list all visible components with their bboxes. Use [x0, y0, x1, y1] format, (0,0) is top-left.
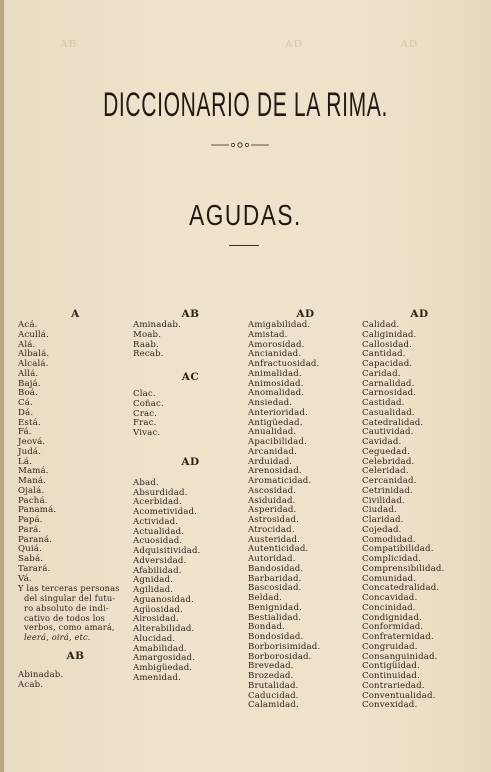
word-entry: Acab. — [18, 679, 44, 690]
word-entry: Judá. — [18, 446, 42, 457]
word-entry: Afabilidad. — [133, 565, 182, 576]
word-entry: Jeová. — [18, 437, 46, 447]
word-list — [18, 321, 133, 584]
page-title: DICCIONARIO DE LA RIMA. — [103, 86, 388, 124]
word-entry: Calamidad. — [248, 700, 299, 711]
word-entry: Mamá. — [18, 466, 49, 477]
word-entry: Borborisimidad. — [248, 641, 321, 652]
word-entry: Celebridad. — [362, 456, 415, 467]
word-entry: Caliginidad. — [362, 329, 417, 340]
word-entry: Amorosidad. — [248, 339, 305, 350]
word-entry: Vivac. — [133, 428, 161, 438]
column-3 — [248, 307, 363, 711]
word-entry: Complicidad. — [362, 554, 422, 564]
word-entry: Cavidad. — [362, 437, 402, 447]
word-entry: Coñac. — [133, 398, 164, 409]
word-list — [133, 321, 248, 360]
word-list — [133, 479, 248, 684]
word-entry: Fá. — [18, 427, 32, 438]
word-entry: Actividad. — [133, 516, 179, 527]
word-entry: Arcanidad. — [248, 446, 297, 457]
word-entry: Asiduidad. — [248, 495, 296, 506]
word-entry: Ambigüedad. — [133, 663, 193, 673]
rhyme-heading: AC — [181, 371, 200, 383]
word-entry: Autoridad. — [248, 554, 296, 564]
word-entry: Bajá. — [18, 378, 41, 389]
word-entry: Agilidad. — [133, 585, 174, 595]
word-entry: Absurdidad. — [133, 487, 188, 498]
rhyme-heading: AB — [66, 649, 85, 662]
word-entry: Casualidad. — [362, 407, 415, 418]
rhyme-heading: AD — [410, 308, 429, 320]
word-entry: Anualidad. — [248, 427, 297, 438]
word-entry: Raab. — [133, 339, 159, 350]
word-entry: Pará. — [18, 524, 42, 535]
word-entry: Astrosidad. — [248, 515, 300, 525]
show-through-text: AD — [400, 38, 418, 50]
word-entry: Aguanosidad. — [133, 594, 194, 605]
word-entry: Arenosidad. — [248, 466, 302, 477]
word-list — [133, 390, 248, 439]
rhyme-heading: A — [71, 308, 80, 320]
word-entry: Concatedralidad. — [362, 583, 440, 594]
rhyme-heading: AD — [181, 455, 200, 468]
word-entry: Pachá. — [18, 495, 48, 506]
word-entry: Callosidad. — [362, 339, 413, 350]
word-entry: Alterabilidad. — [133, 624, 195, 634]
word-entry: Papá. — [18, 515, 43, 525]
note-line: leerá, oirá, etc. — [24, 632, 91, 642]
word-entry: Alcalá. — [18, 359, 49, 369]
word-entry: Ojalá. — [18, 485, 45, 496]
word-entry: Anomalidad. — [248, 388, 305, 399]
word-entry: Bondosidad. — [248, 632, 304, 642]
word-list — [248, 321, 363, 711]
note-line: del singular del futu- — [24, 593, 116, 603]
word-entry: Agüosidad. — [133, 604, 183, 615]
word-entry: Autenticidad. — [248, 544, 309, 555]
word-entry: Brozedad. — [248, 671, 294, 681]
word-entry: Anterioridad. — [248, 407, 308, 418]
section-title: AGUDAS. — [189, 200, 302, 232]
word-entry: Acullá. — [18, 329, 49, 340]
word-entry: Agnidad. — [133, 575, 174, 586]
note-line: verbos, como amará, — [24, 622, 115, 633]
word-entry: Amistad. — [248, 329, 288, 340]
word-entry: Frac. — [133, 418, 157, 429]
word-entry: Recab. — [133, 349, 164, 360]
word-entry: Compatibilidad. — [362, 544, 434, 555]
word-entry: Bandosidad. — [248, 563, 304, 574]
word-entry: Ancianidad. — [248, 349, 302, 360]
word-entry: Convexidad. — [362, 700, 418, 711]
word-entry: Está. — [18, 417, 41, 428]
word-entry: Conformidad. — [362, 622, 424, 633]
word-entry: Moab. — [133, 329, 162, 340]
word-entry: Comunidad. — [362, 573, 417, 584]
word-entry: Ceguedad. — [362, 446, 410, 457]
word-entry: Bascosidad. — [248, 583, 302, 594]
word-entry: Ascosidad. — [248, 485, 297, 496]
word-entry: Conventualidad. — [362, 690, 436, 701]
word-entry: Acá. — [18, 320, 38, 330]
word-entry: Dá. — [18, 407, 34, 418]
word-entry: Anfractuosidad. — [248, 359, 320, 369]
usage-note — [18, 584, 133, 643]
word-entry: Ansiedad. — [248, 398, 293, 408]
word-entry: Claridad. — [362, 515, 404, 525]
word-entry: Confraternidad. — [362, 632, 434, 642]
word-entry: Adversidad. — [133, 555, 187, 566]
word-entry: Apacibilidad. — [248, 437, 307, 447]
word-entry: Calidad. — [362, 320, 400, 330]
word-entry: Brevedad. — [248, 661, 294, 672]
word-entry: Animalidad. — [248, 368, 302, 379]
book-spine — [0, 0, 4, 772]
word-entry: Allá. — [18, 368, 39, 379]
word-entry: Carnosidad. — [362, 388, 417, 399]
word-list — [362, 321, 477, 711]
word-entry: Quiá. — [18, 544, 42, 555]
word-entry: Congruidad. — [362, 641, 418, 652]
word-entry: Catedralidad. — [362, 417, 424, 428]
word-entry: Aminadab. — [133, 320, 181, 330]
word-entry: Boá. — [18, 388, 38, 399]
word-entry: Amargosidad. — [133, 653, 196, 664]
rhyme-heading: AB — [181, 308, 200, 320]
word-entry: Crac. — [133, 408, 158, 419]
word-entry: Caridad. — [362, 368, 401, 379]
word-entry: Cantidad. — [362, 349, 406, 360]
word-entry: Atrocidad. — [248, 524, 295, 535]
word-entry: Bestialidad. — [248, 612, 302, 623]
word-list — [18, 671, 133, 691]
word-entry: Comodidad. — [362, 534, 416, 545]
ornament-divider — [211, 142, 269, 148]
show-through-text: AD — [285, 38, 303, 50]
word-entry: Amabilidad. — [133, 643, 187, 654]
word-entry: Carnalidad. — [362, 378, 415, 389]
word-entry: Sabá. — [18, 554, 44, 564]
word-entry: Asperidad. — [248, 505, 297, 516]
word-entry: Capacidad. — [362, 359, 413, 369]
word-entry: Actualidad. — [133, 526, 185, 537]
word-entry: Alá. — [18, 339, 36, 350]
word-entry: Ciudad. — [362, 505, 397, 516]
word-entry: Animosidad. — [248, 378, 304, 389]
show-through-text: AB — [60, 38, 78, 50]
word-entry: Airosidad. — [133, 614, 179, 625]
word-entry: Cá. — [18, 398, 33, 408]
word-entry: Caducidad. — [248, 690, 299, 701]
rhyme-heading: AD — [296, 308, 315, 320]
word-entry: Condignidad. — [362, 612, 422, 623]
word-entry: Continuidad. — [362, 671, 420, 681]
word-entry: Abinadab. — [18, 669, 64, 680]
word-entry: Cautividad. — [362, 427, 414, 438]
word-entry: Brutalidad. — [248, 680, 299, 691]
section-rule — [229, 245, 259, 246]
word-entry: Acerbidad. — [133, 497, 182, 508]
word-entry: Castidad. — [362, 398, 405, 408]
word-entry: Albalá. — [18, 349, 50, 360]
word-entry: Celeridad. — [362, 466, 409, 477]
word-entry: Alucidad. — [133, 633, 176, 644]
word-entry: Borborosidad. — [248, 651, 312, 662]
word-entry: Beldad. — [248, 593, 283, 603]
word-entry: Amenidad. — [133, 672, 181, 683]
word-entry: Arduidad. — [248, 456, 293, 467]
note-line: Y las terceras personas — [18, 583, 120, 594]
word-entry: Benignidad. — [248, 602, 302, 613]
word-entry: Consanguinidad. — [362, 651, 438, 662]
word-entry: Austeridad. — [248, 534, 301, 545]
word-entry: Antigüedad. — [248, 417, 303, 428]
word-entry: Amigabilidad. — [248, 320, 311, 330]
word-entry: Paraná. — [18, 534, 53, 545]
word-entry: Contrariedad. — [362, 680, 425, 691]
word-entry: Cetrinidad. — [362, 485, 413, 496]
word-entry: Maná. — [18, 476, 47, 486]
column-1 — [18, 307, 133, 690]
note-line: cativo de todos los — [24, 612, 106, 623]
word-entry: Tarará. — [18, 563, 51, 574]
word-entry: Concavidad. — [362, 593, 418, 603]
word-entry: Contigüidad. — [362, 661, 420, 672]
word-entry: Barbaridad. — [248, 573, 302, 584]
note-line: ro absoluto de indi- — [24, 602, 109, 613]
word-entry: Clac. — [133, 389, 156, 399]
word-entry: Cojedad. — [362, 524, 402, 535]
word-entry: Bondad. — [248, 622, 285, 633]
word-entry: Lá. — [18, 456, 33, 467]
word-entry: Comprensibilidad. — [362, 563, 445, 574]
word-entry: Adquisitividad. — [133, 546, 201, 556]
column-2 — [133, 307, 248, 684]
word-entry: Civilidad. — [362, 495, 405, 506]
column-4 — [362, 307, 477, 711]
word-entry: Acuosidad. — [133, 536, 183, 547]
word-entry: Cercanidad. — [362, 476, 417, 486]
word-entry: Vá. — [18, 573, 32, 584]
word-entry: Aromaticidad. — [248, 476, 312, 486]
word-entry: Panamá. — [18, 505, 57, 516]
word-entry: Concinidad. — [362, 602, 416, 613]
word-entry: Acometividad. — [133, 507, 198, 517]
word-entry: Abad. — [133, 477, 159, 488]
